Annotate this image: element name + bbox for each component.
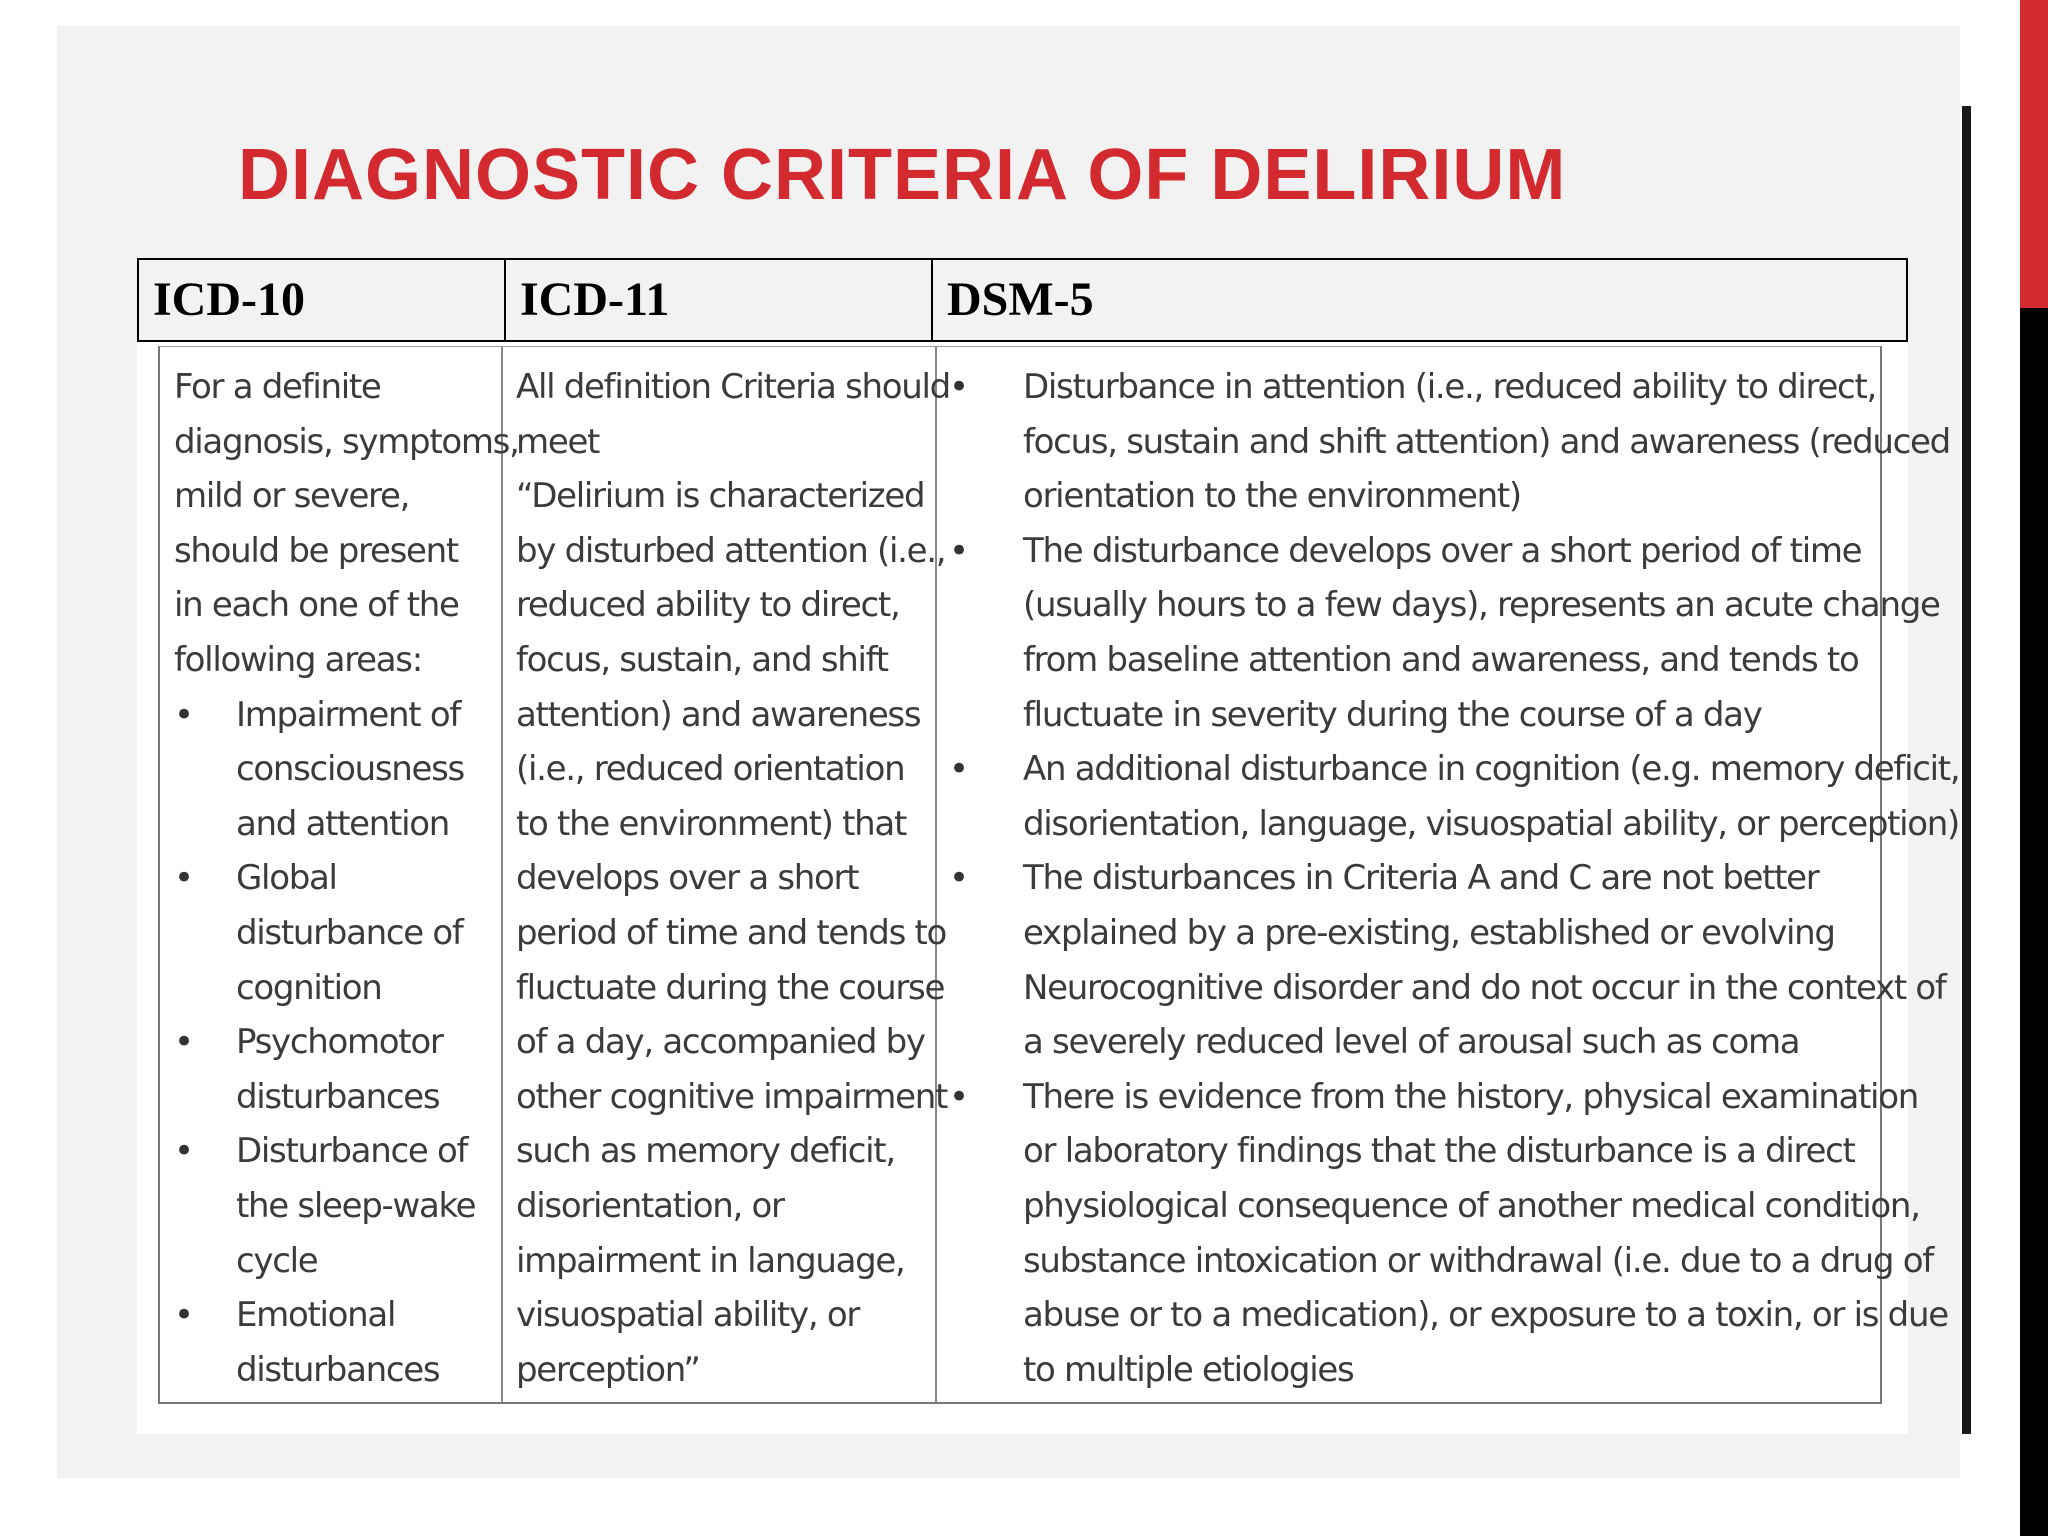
icd10-bullet-item [174, 1288, 501, 1397]
icd10-bullet-row [174, 1288, 501, 1343]
icd10-bullet-row [174, 1124, 501, 1179]
icd10-intro-text: diagnosis, symptoms, [174, 421, 519, 462]
icd10-criteria-cell [160, 347, 519, 1402]
icd10-bullet-text: Impairment of [236, 694, 460, 735]
dsm5-bullet-text: An additional disturbance in cognition (e.g. memory deficit, [1023, 749, 1960, 790]
header-icd11: ICD-11 [506, 260, 933, 340]
icd10-bullet-row [174, 851, 501, 906]
dsm5-bullet-row [949, 742, 1959, 797]
bullet-icon: • [949, 367, 968, 407]
icd10-bullet-text: the sleep-wake [236, 1185, 476, 1226]
icd10-intro-text: For a definite [174, 367, 381, 407]
icd10-bullet-text: and attention [236, 803, 449, 844]
icd10-bullet-text: disturbance of [236, 912, 463, 953]
table-header-row [137, 258, 1908, 342]
header-dsm5: DSM-5 [947, 273, 1094, 326]
dsm5-bullet-row [949, 1070, 1959, 1125]
icd10-intro-text: mild or severe, [174, 476, 410, 517]
bullet-icon: • [174, 694, 193, 735]
icd11-criteria-cell [503, 347, 950, 1402]
icd11-text: attention) and awareness [516, 694, 921, 735]
icd10-bullet-item [174, 851, 501, 1015]
dsm5-bullet-text: There is evidence from the history, physical examination [1023, 1076, 1918, 1117]
icd11-text: develops over a short [516, 858, 859, 899]
icd11-text: impairment in language, [516, 1240, 905, 1281]
icd10-bullet-text: consciousness [236, 749, 464, 790]
icd10-bullet-text: cognition [236, 967, 382, 1008]
icd11-text: (i.e., reduced orientation [516, 749, 905, 790]
icd10-bullet-text: disturbances [236, 1349, 440, 1390]
icd11-text: by disturbed attention (i.e., [516, 530, 946, 571]
icd11-text: of a day, accompanied by [516, 1022, 925, 1063]
dsm5-bullet-text: to multiple etiologies [1023, 1349, 1354, 1390]
bullet-icon: • [949, 530, 968, 571]
dsm5-bullet-row [949, 524, 1959, 579]
dsm5-bullet-text: The disturbance develops over a short period of time [1023, 530, 1862, 571]
icd11-text: All definition Criteria should [516, 367, 950, 407]
slide-title: DIAGNOSTIC CRITERIA OF DELIRIUM [238, 135, 1567, 215]
icd10-bullet-item [174, 688, 501, 852]
dsm5-bullet-item [949, 742, 1959, 851]
dsm5-bullet-row [949, 360, 1959, 415]
icd11-text: to the environment) that [516, 803, 906, 844]
bullet-icon: • [949, 1076, 968, 1117]
icd11-text: visuospatial ability, or [516, 1295, 860, 1336]
icd11-text: disorientation, or [516, 1185, 784, 1226]
bullet-icon: • [949, 749, 968, 790]
dsm5-bullet-text: fluctuate in severity during the course of a day [1023, 694, 1762, 735]
bullet-icon: • [174, 1295, 193, 1336]
dsm5-bullet-text: abuse or to a medication), or exposure to a toxin, or is due [1023, 1295, 1948, 1336]
dsm5-bullet-text: from baseline attention and awareness, and tends to [1023, 639, 1859, 680]
bullet-icon: • [174, 1131, 193, 1172]
dsm5-bullet-text: physiological consequence of another medical condition, [1023, 1185, 1920, 1226]
dsm5-bullet-text: Neurocognitive disorder and do not occur in the context of [1023, 967, 1946, 1008]
dsm5-bullet-item [949, 524, 1959, 742]
header-icd10: ICD-10 [139, 260, 506, 340]
criteria-table [137, 258, 1960, 1434]
dsm5-bullet-text: orientation to the environment) [1023, 476, 1521, 517]
corner-accent-red [2020, 0, 2048, 308]
dsm5-bullet-text: The disturbances in Criteria A and C are not better [1023, 858, 1819, 899]
icd10-bullet-text: Disturbance of [236, 1131, 468, 1172]
icd10-bullet-text: disturbances [236, 1076, 440, 1117]
icd10-bullet-row [174, 688, 501, 743]
bullet-icon: • [174, 858, 193, 899]
corner-accent-black [2020, 308, 2048, 1536]
dsm5-bullet-text: a severely reduced level of arousal such as coma [1023, 1022, 1800, 1063]
icd11-text: perception” [516, 1349, 700, 1390]
icd10-bullet-item [174, 1124, 501, 1288]
icd11-text: reduced ability to direct, [516, 585, 900, 626]
slide-side-bar [1962, 106, 1971, 1434]
dsm5-bullet-text: (usually hours to a few days), represents an acute change [1023, 585, 1940, 626]
dsm5-bullet-item [949, 851, 1959, 1069]
icd10-bullet-row [174, 1015, 501, 1070]
bullet-icon: • [174, 1022, 193, 1063]
icd10-bullet-text: Psychomotor [236, 1022, 443, 1063]
bullet-icon: • [949, 858, 968, 899]
icd11-text: meet [516, 421, 600, 462]
icd10-intro-text: in each one of the [174, 585, 459, 626]
dsm5-bullet-text: substance intoxication or withdrawal (i.e. due to a drug of [1023, 1240, 1933, 1281]
dsm5-bullet-row [949, 851, 1959, 906]
icd10-bullet-text: Emotional [236, 1295, 396, 1336]
dsm5-bullet-text: explained by a pre-existing, established or evolving [1023, 912, 1835, 953]
dsm5-bullet-text: disorientation, language, visuospatial ability, or perception) [1023, 803, 1960, 844]
icd11-text: such as memory deficit, [516, 1131, 895, 1172]
icd11-text: period of time and tends to [516, 912, 947, 953]
icd11-text: “Delirium is characterized [516, 476, 925, 517]
dsm5-bullet-text: or laboratory findings that the disturbance is a direct [1023, 1131, 1855, 1172]
dsm5-criteria-cell [937, 347, 1959, 1402]
dsm5-bullet-item [949, 360, 1959, 524]
icd10-intro-text: following areas: [174, 639, 422, 680]
dsm5-bullet-text: focus, sustain and shift attention) and awareness (reduced [1023, 421, 1950, 462]
dsm5-bullet-item [949, 1070, 1959, 1398]
icd11-text: focus, sustain, and shift [516, 639, 888, 680]
icd10-bullet-item [174, 1015, 501, 1124]
icd10-bullet-text: Global [236, 858, 337, 899]
icd11-text: fluctuate during the course [516, 967, 945, 1008]
icd11-text: other cognitive impairment [516, 1076, 948, 1117]
icd10-bullet-text: cycle [236, 1240, 318, 1281]
icd10-intro-text: should be present [174, 530, 458, 571]
dsm5-bullet-text: Disturbance in attention (i.e., reduced ability to direct, [1023, 367, 1876, 407]
table-body [158, 346, 1960, 1404]
